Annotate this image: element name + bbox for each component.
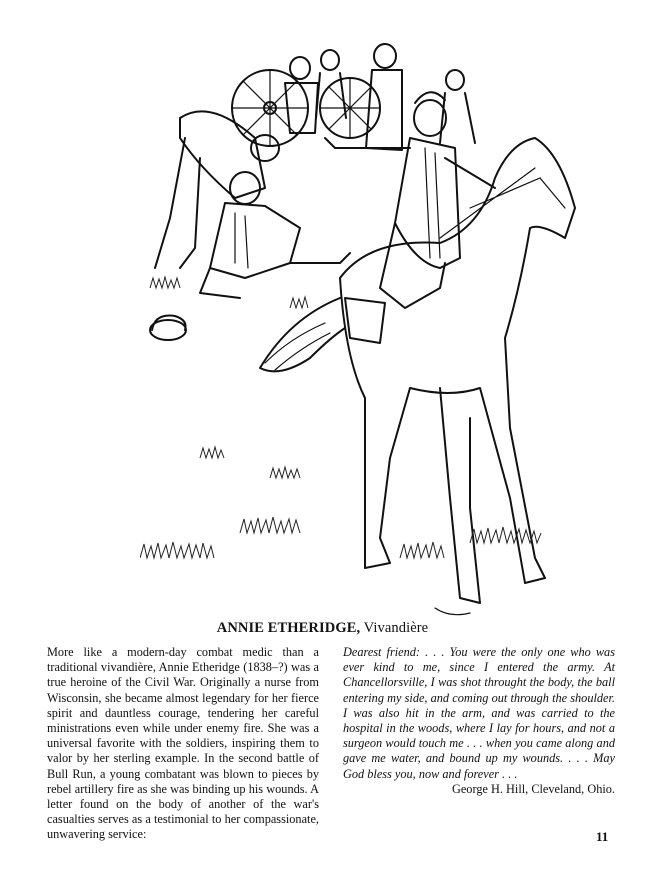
civil-war-illustration xyxy=(140,38,590,618)
caption-role: Vivandière xyxy=(363,620,429,636)
page-number: 11 xyxy=(596,829,609,844)
letter-signature: George H. Hill, Cleveland, Ohio. xyxy=(451,781,615,796)
illustration-drawing xyxy=(140,38,590,618)
body-text: More like a modern-day combat medic than a traditional vivandière, Annie Etheridge (1838–?) was a true heroine of the Civil War. Originally a nurse from Wisconsin, she became almost legendary for her fierce spirit and dauntless courage, tendering her careful ministrations even while under enemy fire. She was a universal favorite with the soldiers, inspiring them to valor by her sterling example. In the second battle of Bull Run, a young combatant was blown to pieces by rebel artillery fire as she was binding up his wounds. A letter found on the body of another of the war's casualties serves as a testimonial to her compassionate, unwavering service: xyxy=(47,645,319,842)
figure-caption xyxy=(0,620,645,637)
letter-column xyxy=(343,645,615,797)
caption-name: ANNIE ETHERIDGE, xyxy=(216,620,361,636)
letter-text: Dearest friend: . . . You were the only one who was ever kind to me, since I entered the army. At Chancellorsville, I was shot throught the body, the ball entering my side, and coming out through the shoulder. I was also hit in the arm, and was carried to the hospital in the woods, where I lay for hours, and not a surgeon would touch me . . . when you came along and gave me water, and bound up my wounds. . . . May God bless you, now and forever . . . xyxy=(343,645,615,781)
